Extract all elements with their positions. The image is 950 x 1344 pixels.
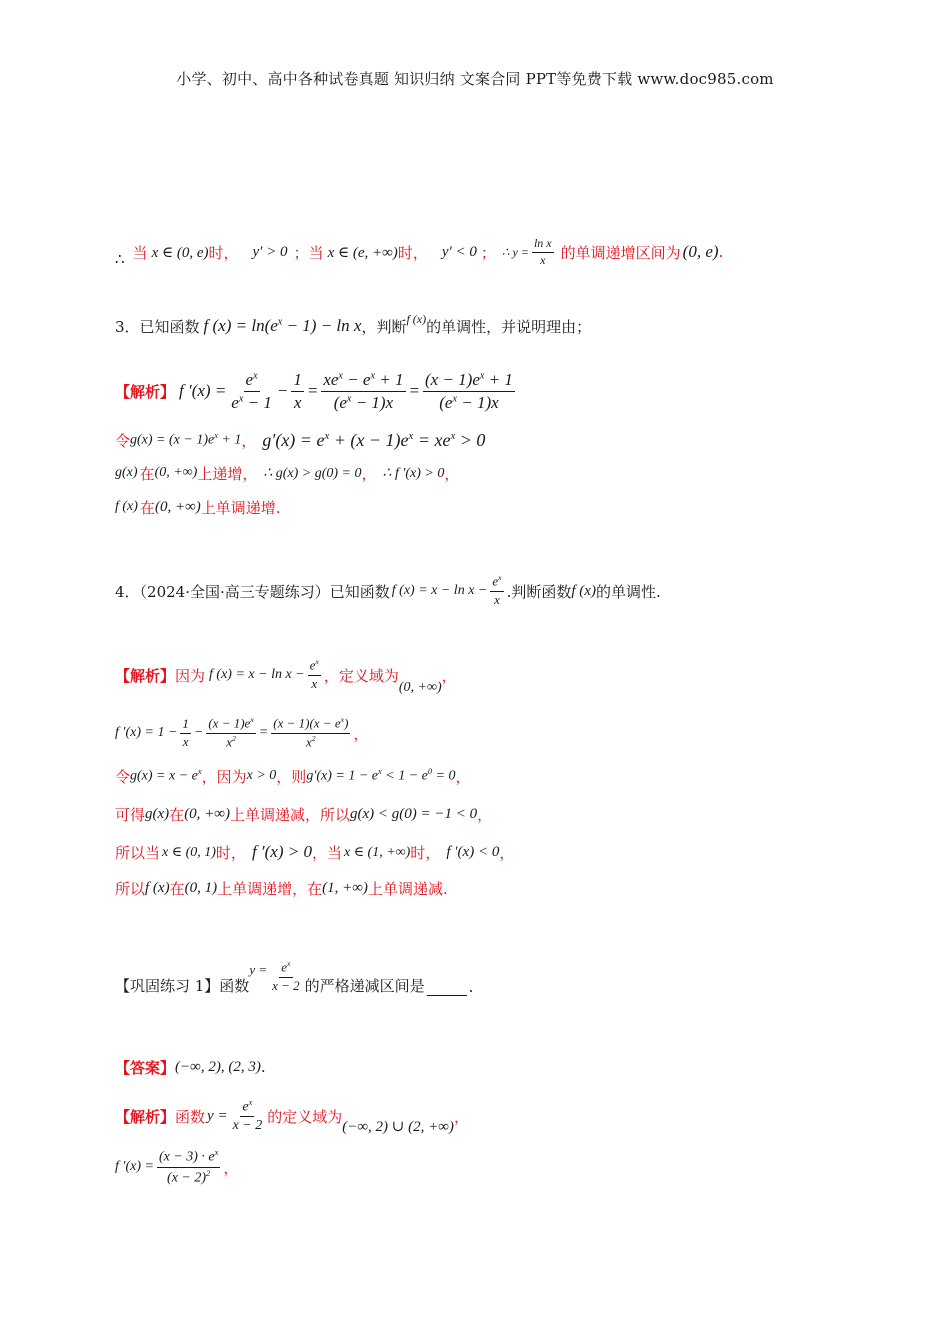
- fraction: [490, 574, 503, 607]
- question-text: 的严格递减区间是: [304, 977, 425, 995]
- math: e: [281, 959, 288, 975]
- fraction: [180, 717, 191, 750]
- math: f ′(x) < 0: [446, 843, 500, 860]
- math: f ′(x) =: [179, 381, 227, 400]
- denominator: [304, 734, 318, 750]
- superscript: x: [248, 1097, 253, 1107]
- solution-4-row-1: [115, 652, 457, 698]
- math: f (x) = x − ln x −: [391, 583, 488, 598]
- question-text: 【巩固练习 1】函数: [115, 977, 250, 995]
- denominator: x: [293, 392, 302, 412]
- denominator: x: [540, 252, 546, 267]
- numerator: [271, 716, 350, 733]
- numerator: [490, 574, 503, 591]
- numerator: [244, 370, 260, 392]
- math: (x − 3) · e: [158, 1149, 215, 1165]
- math: (0, +∞): [154, 465, 198, 480]
- answer-blank: [427, 981, 467, 996]
- numerator: [308, 658, 321, 675]
- math: f (x): [571, 582, 596, 599]
- math: − 1)x: [351, 392, 394, 412]
- math: g(x) = (x − 1)e: [130, 432, 215, 448]
- superscript: x: [452, 392, 457, 404]
- math: g(x): [115, 465, 138, 480]
- text: 因为: [175, 666, 206, 685]
- math: ): [344, 715, 349, 731]
- denominator: [437, 392, 500, 413]
- superscript: x: [408, 429, 414, 442]
- math: [204, 316, 362, 336]
- text: 上单调递增.: [200, 498, 281, 517]
- text: ，则: [276, 767, 307, 786]
- solution-tag: 【解析】: [115, 1107, 176, 1126]
- math: g′(x) = e: [262, 429, 325, 450]
- denominator: [332, 392, 395, 413]
- math: e: [309, 657, 316, 673]
- math: ∴ g(x) > g(0) = 0: [263, 465, 362, 481]
- math: y =: [207, 1107, 228, 1124]
- text: 时，: [397, 243, 428, 262]
- math: −: [276, 381, 289, 400]
- math: (e: [439, 392, 453, 412]
- numerator: [279, 960, 292, 977]
- text: 上单调递增，在: [217, 879, 323, 898]
- text: 时，: [410, 843, 441, 862]
- math: (x − 1)e: [208, 715, 251, 731]
- text: 的定义域为: [267, 1107, 343, 1126]
- solution-tag: 【解析】: [115, 666, 176, 685]
- superscript: x: [324, 429, 330, 442]
- math: y =: [249, 962, 268, 977]
- math: =: [408, 381, 420, 400]
- math: + 1: [217, 432, 242, 448]
- math: (0, +∞): [398, 680, 442, 695]
- math: x: [305, 733, 312, 749]
- text: ；当: [293, 243, 324, 262]
- denominator: x: [494, 591, 500, 607]
- text: 时，: [215, 843, 246, 862]
- fraction: [532, 237, 554, 268]
- superscript: x: [479, 370, 485, 382]
- superscript: x: [277, 316, 283, 328]
- math: < 1 − e: [381, 768, 428, 784]
- text: ，: [361, 464, 377, 483]
- math: e: [492, 573, 499, 589]
- math: (0, e): [682, 242, 719, 261]
- denominator: x: [182, 733, 189, 749]
- text: 在: [169, 805, 185, 824]
- math: (e: [333, 392, 347, 412]
- math: = 0: [432, 768, 456, 784]
- superscript: 2: [232, 733, 236, 743]
- text: ，: [455, 767, 471, 786]
- text: 在: [139, 464, 155, 483]
- fraction: [321, 370, 405, 412]
- math: − 1)x: [456, 392, 499, 412]
- math: ∴ y =: [501, 244, 529, 259]
- text: 当: [132, 243, 148, 262]
- text: ，当: [311, 843, 342, 862]
- superscript: x: [315, 657, 319, 667]
- math: f (x): [145, 879, 170, 896]
- superscript: x: [338, 370, 343, 382]
- text: ，定义域为: [323, 666, 399, 685]
- fraction: [231, 1098, 265, 1135]
- fraction: [157, 1148, 220, 1187]
- math: g′(x) = 1 − e: [306, 768, 379, 784]
- math: − 1) − ln x: [282, 316, 362, 335]
- question-text: 4．（2024·全国·高三专题练习）已知函数: [115, 582, 390, 601]
- text: 令: [115, 767, 131, 786]
- denominator: x − 2: [232, 1118, 263, 1134]
- math: x ∈ (e, +∞): [327, 244, 398, 261]
- superscript: x: [450, 429, 456, 442]
- math: xe: [323, 369, 339, 389]
- math: + 1: [375, 369, 404, 389]
- numerator: [321, 370, 405, 392]
- superscript: x: [498, 573, 502, 583]
- question-text: .: [468, 978, 474, 996]
- fraction: [206, 716, 255, 750]
- fraction: [423, 370, 515, 412]
- answer-tag: 【答案】: [115, 1058, 176, 1077]
- text: 令: [115, 431, 131, 450]
- denominator: x − 2: [272, 977, 300, 993]
- text: ，: [353, 724, 369, 743]
- conclusion-line: [115, 236, 723, 268]
- superscript: x: [370, 370, 376, 382]
- solution-tag: 【解析】: [115, 382, 176, 401]
- numerator: [206, 716, 255, 733]
- math: (0, 1): [184, 879, 218, 896]
- math: x > 0: [246, 768, 277, 783]
- text: 函数: [175, 1107, 206, 1126]
- math: y′ > 0: [252, 243, 288, 260]
- numerator: [423, 370, 515, 392]
- superscript: 2: [206, 1168, 211, 1178]
- text: 在: [169, 879, 185, 898]
- therefore-symbol: ∴: [115, 250, 125, 268]
- math: x ∈ (1, +∞): [343, 844, 411, 860]
- superscript: x: [214, 431, 218, 441]
- text: 的单调递增区间为: [560, 243, 681, 262]
- math: f (x) = x − ln x −: [209, 667, 305, 682]
- text: .: [260, 1058, 266, 1076]
- math: [262, 430, 485, 451]
- text: ，: [223, 1158, 239, 1177]
- solution-4-row-2: [115, 708, 368, 758]
- text: ，: [499, 843, 515, 862]
- math: f (x): [115, 499, 138, 514]
- superscript: 2: [311, 733, 316, 743]
- numerator: 1: [180, 717, 191, 734]
- math: (0, +∞): [154, 498, 201, 515]
- numerator: 1: [291, 370, 304, 392]
- text: .: [718, 243, 724, 261]
- math: (1, +∞): [322, 879, 368, 896]
- math: ∴ f ′(x) > 0: [382, 465, 445, 481]
- question-text: .判断函数: [506, 582, 572, 601]
- text: ；: [480, 243, 496, 262]
- text: 所以: [115, 879, 146, 898]
- math: (x − 1)(x − e: [273, 715, 341, 731]
- practice-1: [115, 952, 473, 1002]
- math: = xe: [413, 429, 451, 450]
- text: 所以当: [115, 843, 161, 862]
- solution-3-row-1: [115, 366, 518, 416]
- math: > 0: [455, 429, 486, 450]
- text: ，: [477, 805, 493, 824]
- page-header: 小学、初中、高中各种试卷真题 知识归纳 文案合同 PPT等免费下载 www.doc985.com: [176, 70, 774, 88]
- math: f ′(x) =: [115, 1159, 154, 1174]
- math: g(x): [145, 805, 170, 822]
- math: f (x) = ln(e: [203, 316, 278, 335]
- math: + (x − 1)e: [329, 429, 409, 450]
- question-text: 的单调性，并说明理由；: [426, 317, 592, 336]
- denominator: [165, 1168, 212, 1187]
- superscript: x: [250, 715, 254, 725]
- solution-5-row-1: [115, 1092, 469, 1140]
- fraction: [291, 370, 304, 412]
- text: 上递增，: [197, 464, 258, 483]
- numerator: [157, 1148, 220, 1168]
- superscript: x: [340, 715, 345, 725]
- math: =: [306, 381, 319, 400]
- math: (x − 1)e: [424, 369, 480, 389]
- superscript: x: [238, 392, 244, 404]
- math: e: [231, 392, 239, 412]
- math: [130, 767, 202, 785]
- math: − 1: [243, 392, 272, 412]
- numerator: [240, 1098, 254, 1118]
- math: (0, +∞): [184, 805, 230, 822]
- solution-4-row-3: [115, 762, 471, 790]
- superscript: x: [197, 767, 202, 777]
- math: f ′(x) = 1 −: [115, 725, 178, 740]
- math: g(x) < g(0) = −1 < 0: [350, 805, 478, 822]
- solution-3-row-3: [115, 460, 459, 486]
- text: ，: [453, 1107, 469, 1126]
- fraction: [271, 716, 350, 750]
- denominator: x: [311, 675, 318, 691]
- fraction: [270, 960, 302, 993]
- question-text: 的单调性.: [595, 582, 661, 601]
- question-4: [115, 568, 661, 614]
- superscript: x: [287, 959, 291, 969]
- math: x ∈ (0, e): [151, 244, 209, 261]
- text: 在: [139, 498, 155, 517]
- solution-3-row-2: [115, 426, 485, 454]
- text: ，因为: [201, 767, 247, 786]
- text: ，: [241, 431, 257, 450]
- solution-4-row-6: [115, 874, 448, 902]
- math: x: [226, 733, 232, 749]
- math: y′ < 0: [441, 243, 477, 260]
- superscript: 0: [427, 767, 433, 777]
- math: (−∞, 2), (2, 3): [175, 1058, 261, 1075]
- superscript: x: [214, 1147, 219, 1157]
- math: − e: [342, 369, 371, 389]
- text: 时，: [208, 243, 239, 262]
- math: e: [245, 369, 254, 389]
- superscript: x: [253, 370, 258, 382]
- answer-line: [115, 1052, 266, 1082]
- text: 可得: [115, 805, 146, 824]
- superscript: x: [378, 767, 382, 777]
- denominator: [224, 734, 238, 750]
- math: + 1: [484, 369, 513, 389]
- math: f ′(x) > 0: [251, 842, 312, 861]
- text: ，: [444, 464, 460, 483]
- math: −: [193, 725, 204, 740]
- superscript: x: [346, 392, 352, 404]
- text: 上单调递减.: [367, 879, 448, 898]
- fraction: [229, 370, 274, 412]
- math: f (x): [406, 312, 427, 326]
- text: 上单调递减，所以: [230, 805, 351, 824]
- math: (x − 2): [167, 1170, 207, 1186]
- question-3: [115, 312, 591, 340]
- denominator: [229, 392, 274, 413]
- solution-3-row-4: [115, 494, 281, 520]
- solution-5-row-2: [115, 1142, 238, 1192]
- math: =: [258, 725, 269, 740]
- text: ，: [441, 666, 457, 685]
- math: [130, 431, 241, 449]
- solution-4-row-5: [115, 838, 514, 866]
- math: e: [242, 1099, 249, 1115]
- question-text: ，判断: [361, 317, 407, 336]
- math: x ∈ (0, 1): [162, 844, 216, 860]
- math: g(x) = x − e: [130, 768, 198, 784]
- fraction: [308, 658, 321, 691]
- math: [306, 767, 455, 785]
- question-text: 3．已知函数: [115, 317, 200, 336]
- numerator: ln x: [532, 237, 554, 253]
- solution-4-row-4: [115, 800, 492, 828]
- math: (−∞, 2) ∪ (2, +∞): [342, 1119, 454, 1135]
